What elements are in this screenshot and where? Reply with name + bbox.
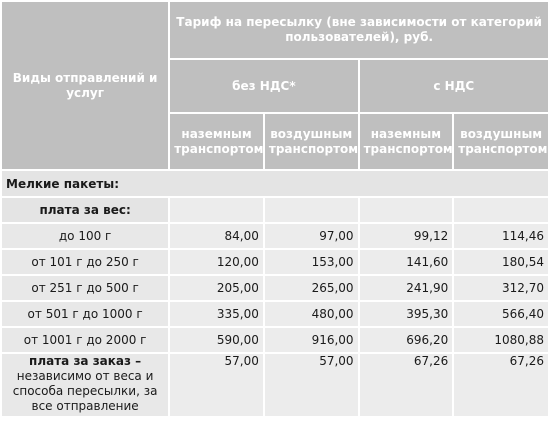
ground-with-vat-value: 67,26 — [360, 354, 453, 416]
air-with-vat-value: 180,54 — [454, 250, 548, 274]
air-no-vat-value: 916,00 — [265, 328, 358, 352]
air-with-vat-header: воздушным транспортом — [454, 114, 548, 169]
ground-with-vat-value: 241,90 — [360, 276, 453, 300]
ground-with-vat-value: 141,60 — [360, 250, 453, 274]
table-row — [2, 276, 548, 300]
weight-fee-label: плата за вес: — [2, 198, 168, 222]
row-label: от 1001 г до 2000 г — [2, 328, 168, 352]
air-with-vat-value: 67,26 — [454, 354, 548, 416]
row-label: от 251 г до 500 г — [2, 276, 168, 300]
order-fee-label — [2, 354, 168, 416]
row-label: от 101 г до 250 г — [2, 250, 168, 274]
empty-cell — [360, 198, 453, 222]
ground-with-vat-value: 696,20 — [360, 328, 453, 352]
air-no-vat-value: 265,00 — [265, 276, 358, 300]
ground-with-vat-header: наземным транспортом — [360, 114, 453, 169]
air-no-vat-header: воздушным транспортом — [265, 114, 358, 169]
air-no-vat-value: 57,00 — [265, 354, 358, 416]
air-with-vat-value: 1080,88 — [454, 328, 548, 352]
air-with-vat-value: 566,40 — [454, 302, 548, 326]
order-fee-row — [2, 354, 548, 416]
table-row — [2, 328, 548, 352]
header-row-1 — [2, 2, 548, 58]
air-no-vat-value: 480,00 — [265, 302, 358, 326]
table-row — [2, 302, 548, 326]
weight-fee-row — [2, 198, 548, 222]
ground-no-vat-header: наземным транспортом — [170, 114, 263, 169]
section-row — [2, 171, 548, 196]
ground-no-vat-value: 57,00 — [170, 354, 263, 416]
section-label: Мелкие пакеты: — [2, 171, 548, 196]
table-row — [2, 224, 548, 248]
air-with-vat-value: 312,70 — [454, 276, 548, 300]
order-fee-title: плата за заказ – — [29, 354, 142, 368]
empty-cell — [170, 198, 263, 222]
air-no-vat-value: 97,00 — [265, 224, 358, 248]
row-label: от 501 г до 1000 г — [2, 302, 168, 326]
ground-with-vat-value: 99,12 — [360, 224, 453, 248]
tariff-title-header: Тариф на пересылку (вне зависимости от категорий пользователей), руб. — [170, 2, 548, 58]
row-label: до 100 г — [2, 224, 168, 248]
empty-cell — [454, 198, 548, 222]
ground-no-vat-value: 205,00 — [170, 276, 263, 300]
ground-no-vat-value: 120,00 — [170, 250, 263, 274]
table-row — [2, 250, 548, 274]
air-no-vat-value: 153,00 — [265, 250, 358, 274]
no-vat-header: без НДС* — [170, 60, 357, 112]
ground-no-vat-value: 335,00 — [170, 302, 263, 326]
order-fee-description: независимо от веса и способа пересылки, за все отправление — [12, 369, 158, 413]
with-vat-header: с НДС — [360, 60, 548, 112]
services-header: Виды отправлений и услуг — [2, 2, 168, 169]
empty-cell — [265, 198, 358, 222]
air-with-vat-value: 114,46 — [454, 224, 548, 248]
ground-no-vat-value: 590,00 — [170, 328, 263, 352]
ground-with-vat-value: 395,30 — [360, 302, 453, 326]
ground-no-vat-value: 84,00 — [170, 224, 263, 248]
